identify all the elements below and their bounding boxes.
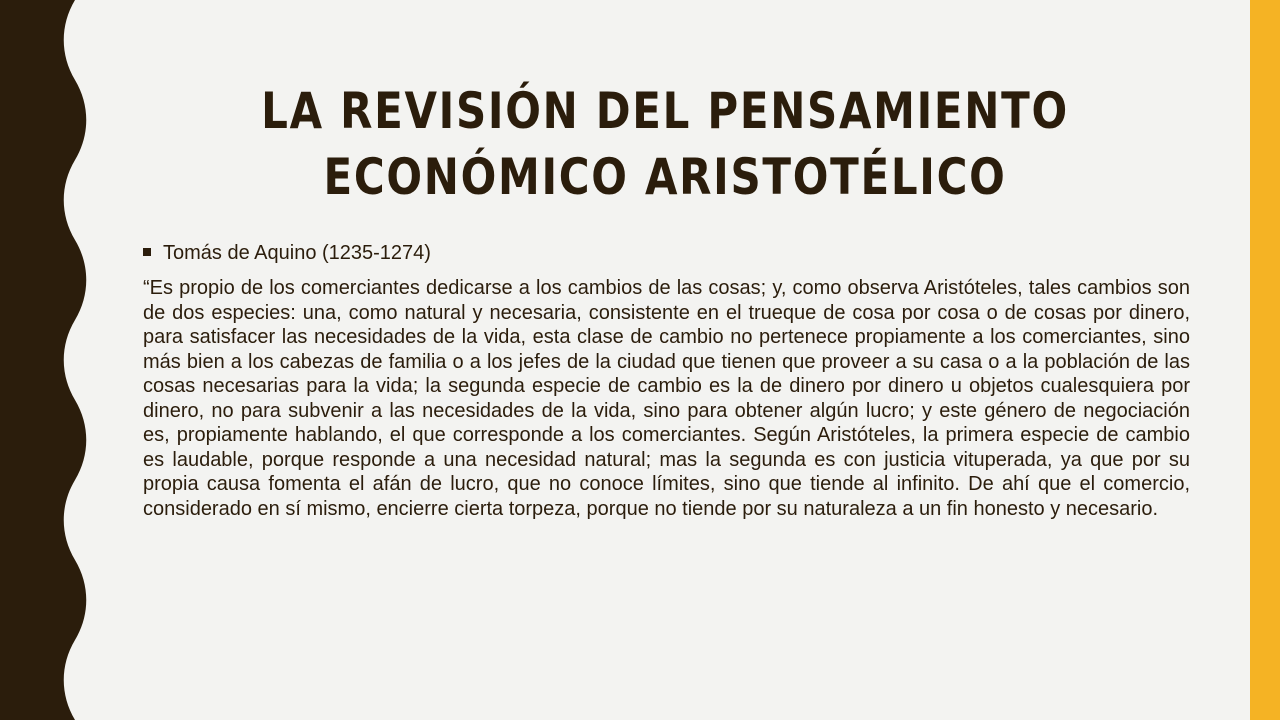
- wavy-border-shape: [0, 0, 86, 720]
- slide-title: LA REVISIÓN DEL PENSAMIENTO ECONÓMICO ARISTOTÉLICO: [261, 82, 1069, 206]
- quote-paragraph: “Es propio de los comerciantes dedicarse a los cambios de las cosas; y, como observa Aristóteles, tales cambios son de dos especies: una, como natural y necesaria, consistente en el trueque de cosa por cosa o de cosas por dinero, para satisfacer las necesidades de la vida, esta clase de cambio no pertenece propiamente a los comerciantes, sino más bien a los cabezas de familia o a los jefes de la ciudad que tienen que proveer a su casa o a la población de las cosas necesarias para la vida; la segunda especie de cambio es la de dinero por dinero u objetos cualesquiera por dinero, no para subvenir a las necesidades de la vida, sino para obtener algún lucro; y este género de negociación es, propiamente hablando, el que corresponde a los comerciantes. Según Aristóteles, la primera especie de cambio es laudable, porque responde a una necesidad natural; mas la segunda es con justicia vituperada, ya que por su propia causa fomenta el afán de lucro, que no conoce límites, sino que tiende al infinito. De ahí que el comercio, considerado en sí mismo, encierre cierta torpeza, porque no tiende por su naturaleza a un fin honesto y necesario.: [143, 277, 1190, 520]
- right-accent-bar: [1250, 0, 1280, 720]
- bullet-item: [143, 242, 431, 265]
- bullet-text: Tomás de Aquino (1235-1274): [163, 242, 431, 264]
- wavy-left-border: [0, 0, 100, 720]
- square-bullet-icon: [143, 248, 151, 256]
